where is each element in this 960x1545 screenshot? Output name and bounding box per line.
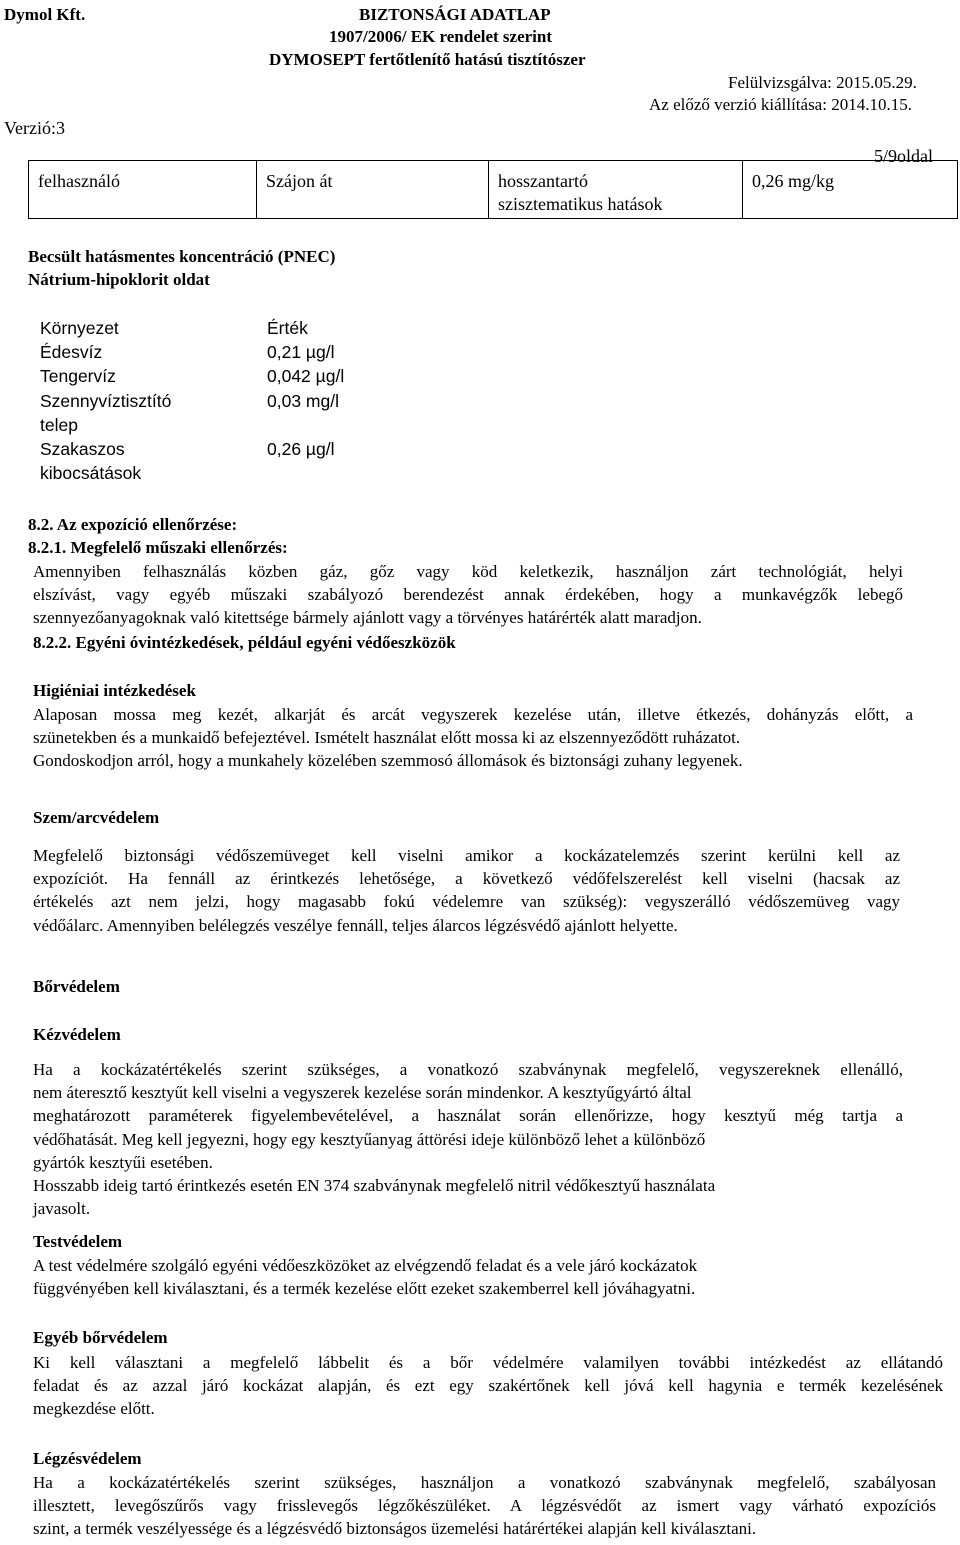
text-line: védőálarc. Amennyiben belélegzés veszélye fennáll, teljes álarcos légzésvédő ajánlott helyette. (33, 915, 678, 935)
product-name: DYMOSEPT fertőtlenítő hatású tisztítószer (269, 50, 586, 69)
pnec-environment-column (40, 316, 171, 485)
text-line: meghatározott paraméterek figyelembevételével, a használat során ellenőrizze, hogy kesztyű még tartja a (33, 1106, 903, 1126)
text-line: megkezdése előtt. (33, 1399, 155, 1419)
table-cell: 0,26 mg/kg (743, 161, 958, 219)
text-line: javasolt. (33, 1199, 91, 1219)
pnec-substance: Nátrium-hipoklorit oldat (28, 270, 210, 289)
hand-protection-text (33, 1058, 903, 1220)
table-row (29, 161, 958, 219)
company-name: Dymol Kft. (4, 5, 86, 24)
pnec-value (267, 413, 344, 437)
other-skin-protection-text (33, 1351, 943, 1421)
text-line: Ha a kockázatértékelés szerint szükséges, használjon a vonatkozó szabványnak megfelelő, szabályosan (33, 1473, 936, 1492)
toxicity-table (28, 160, 958, 219)
regulation-reference: 1907/2006/ EK rendelet szerint (329, 27, 553, 46)
pnec-env-item: Édesvíz (40, 342, 103, 363)
version-label: Verzió:3 (4, 118, 65, 138)
pnec-value: 0,21 µg/l (267, 342, 335, 363)
text-line: Amennyiben felhasználás közben gáz, gőz vagy köd keletkezik, használjon zárt technológiát, helyi (33, 562, 903, 581)
engineering-controls-text (33, 560, 903, 630)
eye-protection-heading: Szem/arcvédelem (33, 808, 160, 827)
pnec-value: 0,26 µg/l (267, 439, 335, 460)
table-cell (489, 161, 743, 219)
hygiene-heading: Higiéniai intézkedések (33, 681, 196, 700)
hand-protection-heading: Kézvédelem (33, 1025, 121, 1044)
table-cell-line: hosszantartó (498, 171, 588, 191)
page-number: 5/9oldal (874, 146, 933, 166)
pnec-value: 0,03 mg/l (267, 390, 339, 411)
text-line: értékelés azt nem jelzi, hogy magasabb fokú védelemre van szükség): vegyszerálló védőszemüveg vagy (33, 892, 900, 912)
pnec-title: Becsült hatásmentes koncentráció (PNEC) (28, 247, 336, 266)
other-skin-protection-heading: Egyéb bőrvédelem (33, 1328, 168, 1347)
text-line: illesztett, levegőszűrős vagy frisslevegős légzőkészüléket. A légzésvédőt az ismert vagy várható expozíciós (33, 1496, 936, 1516)
text-line: Ki kell választani a megfelelő lábbelit és a bőr védelmére valamilyen további intézkedést az ellátandó (33, 1353, 943, 1372)
section-heading-8-2: 8.2. Az expozíció ellenőrzése: (28, 515, 238, 534)
body-protection-heading: Testvédelem (33, 1232, 123, 1251)
text-line: Gondoskodjon arról, hogy a munkahely közelében szemmosó állomások és biztonsági zuhany legyenek. (33, 751, 743, 771)
section-heading-8-2-1: 8.2.1. Megfelelő műszaki ellenőrzés: (28, 538, 288, 557)
text-line: feladat és az azzal járó kockázat alapján, és ezt egy szakértőnek kell jóvá kell hagynia e termék kezelésének (33, 1376, 943, 1396)
pnec-value-column (267, 316, 344, 461)
pnec-env-item: telep (40, 414, 78, 435)
text-line: szennyezőanyagoknak való kitettsége bármely ajánlott vagy a törvényes határérték alatt maradjon. (33, 608, 702, 628)
text-line: szünetekben és a munkaidő befejeztével. Ismételt használat előtt mossa ki az elszennyeződött ruházatot. (33, 728, 741, 748)
text-line: gyártók kesztyűi esetében. (33, 1152, 213, 1172)
text-line: Megfelelő biztonsági védőszemüveget kell viselni amikor a kockázatelemzés szerint kerülni kell az (33, 846, 900, 865)
table-cell: felhasználó (29, 161, 257, 219)
text-line: védőhatását. Meg kell jegyezni, hogy egy kesztyűanyag áttörési ideje különböző lehet a különböző (33, 1129, 706, 1149)
document-title: BIZTONSÁGI ADATLAP (359, 5, 551, 24)
revision-date: Felülvizsgálva: 2015.05.29. (728, 73, 917, 92)
pnec-env-item: Tengervíz (40, 366, 116, 387)
section-heading-8-2-2: 8.2.2. Egyéni óvintézkedések, például egyéni védőeszközök (33, 633, 456, 652)
text-line: expozíciót. Ha fennáll az érintkezés lehetősége, a következő védőfelszerelést kell viselni (hacsak az (33, 869, 900, 889)
table-cell: Szájon át (257, 161, 489, 219)
text-line: Hosszabb ideig tartó érintkezés esetén EN 374 szabványnak megfelelő nitril védőkesztyű használata (33, 1176, 716, 1196)
hygiene-text (33, 703, 913, 773)
respiratory-protection-text (33, 1471, 936, 1541)
text-line: A test védelmére szolgáló egyéni védőeszközöket az elvégzendő feladat és a vele járó kockázatok (33, 1256, 698, 1275)
text-line: elszívást, vagy egyéb műszaki szabályozó berendezést annak érdekében, hogy a munkavégzők lebegő (33, 585, 903, 605)
text-line: szint, a termék veszélyessége és a légzésvédő biztonságos üzemelési határértékei alapján kell kiválasztani. (33, 1519, 757, 1539)
previous-version-date: Az előző verzió kiállítása: 2014.10.15. (649, 95, 912, 114)
text-line: Ha a kockázatértékelés szerint szükséges, a vonatkozó szabványnak megfelelő, vegyszereknek ellenálló, (33, 1060, 903, 1079)
text-line: függvényében kell kiválasztani, és a termék kezelése előtt ezeket szakemberrel kell jóváhagyatni. (33, 1279, 696, 1299)
pnec-env-item: Szakaszos (40, 439, 125, 460)
respiratory-protection-heading: Légzésvédelem (33, 1449, 142, 1468)
pnec-env-item: Szennyvíztisztító (40, 390, 172, 411)
pnec-header-value: Érték (267, 318, 308, 338)
text-line: Alaposan mossa meg kezét, alkarját és arcát vegyszerek kezelése után, illetve étkezés, dohányzás előtt, a (33, 705, 913, 724)
text-line: nem áteresztő kesztyűt kell viselni a vegyszerek kezelése során mindenkor. A kesztyűgyártó által (33, 1083, 692, 1103)
pnec-header-environment: Környezet (40, 318, 119, 338)
body-protection-text (33, 1254, 893, 1300)
eye-protection-text (33, 844, 900, 937)
pnec-env-item: kibocsátások (40, 463, 142, 484)
skin-protection-heading: Bőrvédelem (33, 977, 120, 996)
table-cell-line: szisztematikus hatások (498, 194, 663, 214)
pnec-value: 0,042 µg/l (267, 366, 345, 387)
